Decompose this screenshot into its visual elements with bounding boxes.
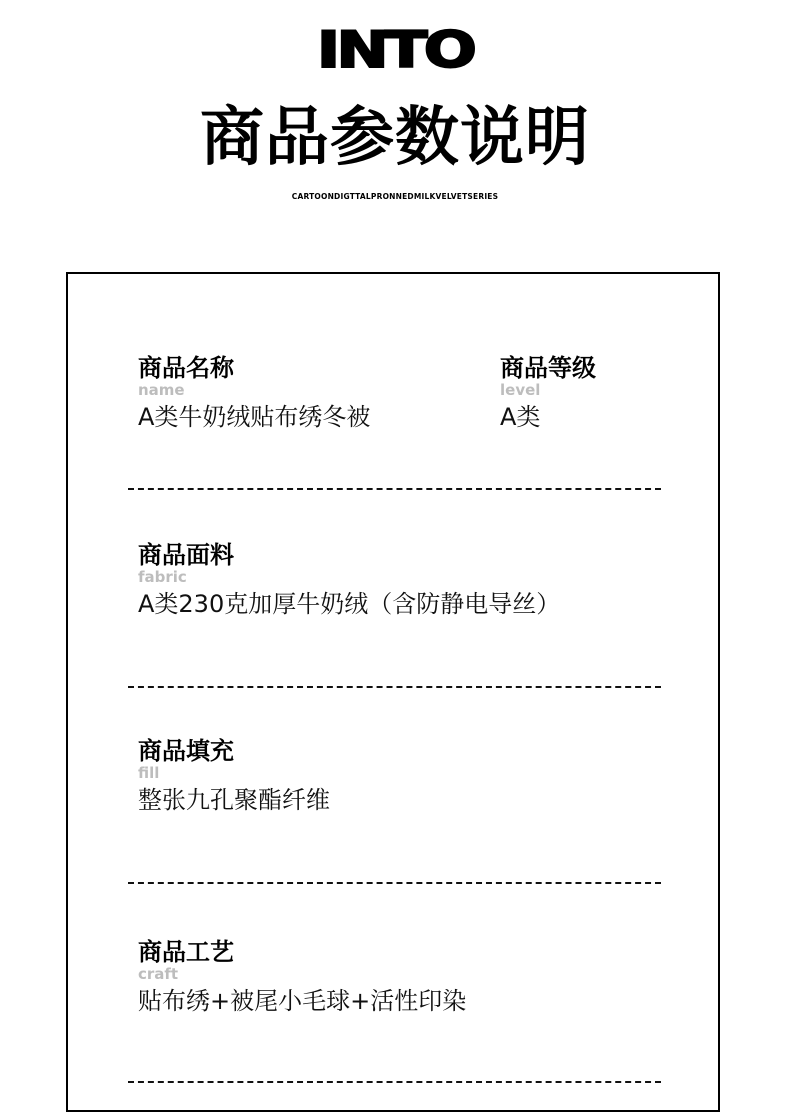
param-fabric-sublabel: fabric	[138, 568, 187, 586]
param-name-value: A类牛奶绒贴布绣冬被	[138, 403, 371, 431]
param-fill-sublabel: fill	[138, 764, 160, 782]
param-fabric-label: 商品面料	[138, 541, 234, 569]
param-craft-value: 贴布绣+被尾小毛球+活性印染	[138, 987, 467, 1015]
param-fill	[138, 737, 330, 815]
param-level-sublabel: level	[500, 381, 541, 399]
param-craft-label: 商品工艺	[138, 938, 234, 966]
divider	[128, 882, 661, 884]
param-craft	[138, 938, 466, 1016]
series-subtitle: CARTOONDIGTTALPRONNEDMILKVELVETSERIES	[291, 192, 499, 201]
param-name	[138, 354, 370, 432]
param-level	[500, 354, 596, 432]
page-title: 商品参数说明	[200, 101, 590, 175]
divider	[128, 686, 661, 688]
param-name-label: 商品名称	[138, 354, 234, 382]
param-name-sublabel: name	[138, 381, 185, 399]
param-fill-value: 整张九孔聚酯纤维	[138, 786, 330, 814]
param-fabric-value: A类230克加厚牛奶绒（含防静电导丝）	[138, 590, 561, 618]
param-fabric	[138, 541, 560, 619]
divider	[128, 1081, 661, 1083]
param-craft-sublabel: craft	[138, 965, 179, 983]
param-level-value: A类	[500, 403, 541, 431]
divider	[128, 488, 661, 490]
param-level-label: 商品等级	[500, 354, 596, 382]
brand-logo: INTO	[316, 21, 474, 79]
param-fill-label: 商品填充	[138, 737, 234, 765]
